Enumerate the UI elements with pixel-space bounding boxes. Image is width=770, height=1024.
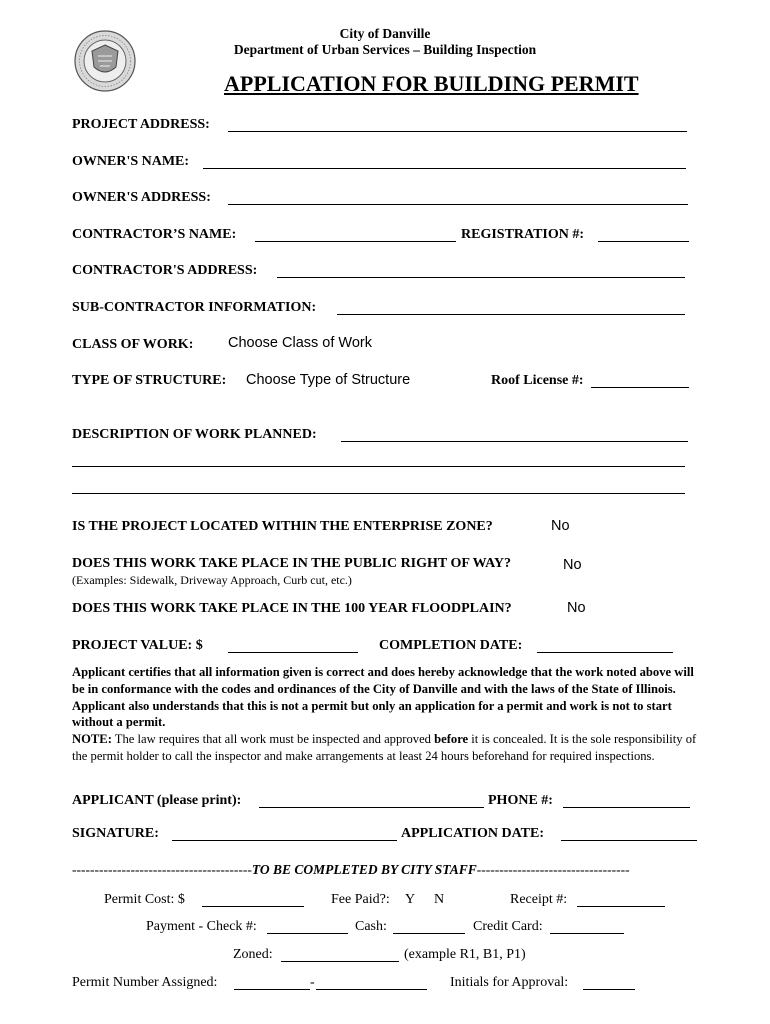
owners-name-field[interactable] [203, 168, 686, 169]
project-value-label: PROJECT VALUE: $ [72, 638, 203, 653]
note-text-1: The law requires that all work must be inspected and approved [111, 732, 435, 747]
registration-label: REGISTRATION #: [461, 227, 585, 242]
phone-label: PHONE #: [488, 793, 553, 808]
permit-cost-label: Permit Cost: $ [104, 892, 185, 907]
description-field-line-3[interactable] [72, 493, 685, 494]
contractors-address-field[interactable] [277, 277, 685, 278]
type-of-structure-select[interactable]: Choose Type of Structure [246, 372, 411, 388]
certification-paragraph [72, 664, 698, 765]
signature-label: SIGNATURE: [72, 826, 159, 841]
cash-field[interactable] [393, 933, 465, 934]
fee-paid-label: Fee Paid?: [331, 892, 390, 907]
staff-section-divider [72, 862, 630, 878]
completion-date-field[interactable] [537, 652, 673, 653]
description-label: DESCRIPTION OF WORK PLANNED: [72, 427, 317, 442]
receipt-field[interactable] [577, 906, 665, 907]
permit-number-dash: - [310, 975, 315, 990]
page-title: APPLICATION FOR BUILDING PERMIT [224, 71, 639, 96]
staff-divider-left: ---------------------------------------- [72, 862, 252, 877]
application-date-field[interactable] [561, 840, 697, 841]
staff-divider-right: ---------------------------------- [476, 862, 630, 877]
initials-field[interactable] [583, 989, 635, 990]
fee-paid-yes[interactable]: Y [405, 892, 416, 907]
receipt-label: Receipt #: [510, 892, 568, 907]
note-text-2: it is concealed. It is the sole responsibility of the permit holder to call the inspector and make arrangements at least 24 hours beforehand for required inspections. [72, 732, 697, 763]
payment-check-label: Payment - Check #: [146, 919, 257, 934]
credit-card-label: Credit Card: [473, 919, 543, 934]
roof-license-label: Roof License #: [491, 373, 584, 388]
note-before: before [434, 732, 469, 747]
owners-address-label: OWNER'S ADDRESS: [72, 190, 211, 205]
project-address-field[interactable] [228, 131, 687, 132]
zoned-label: Zoned: [233, 947, 273, 962]
permit-cost-field[interactable] [202, 906, 304, 907]
note-label: NOTE: [72, 732, 112, 747]
certification-text: Applicant certifies that all information given is correct and does hereby acknowledge that the work noted above will be in conformance with the codes and ordinances of the City of Danville and with the laws of the State of Illinois. Applicant also understands that this is not a permit but only an application for a permit and work is not to start without a permit. [72, 665, 694, 730]
completion-date-label: COMPLETION DATE: [379, 638, 523, 653]
project-value-field[interactable] [228, 652, 358, 653]
project-address-label: PROJECT ADDRESS: [72, 117, 210, 132]
permit-number-field-1[interactable] [234, 989, 310, 990]
city-name: City of Danville [339, 26, 431, 41]
permit-number-field-2[interactable] [316, 989, 427, 990]
owners-address-field[interactable] [228, 204, 688, 205]
public-row-question: DOES THIS WORK TAKE PLACE IN THE PUBLIC RIGHT OF WAY? [72, 556, 512, 571]
payment-check-field[interactable] [267, 933, 348, 934]
phone-field[interactable] [563, 807, 690, 808]
subcontractor-label: SUB-CONTRACTOR INFORMATION: [72, 300, 317, 315]
type-of-structure-label: TYPE OF STRUCTURE: [72, 373, 227, 388]
public-row-select[interactable]: No [563, 557, 582, 573]
enterprise-zone-select[interactable]: No [551, 518, 570, 534]
subcontractor-field[interactable] [337, 314, 685, 315]
class-of-work-label: CLASS OF WORK: [72, 337, 194, 352]
application-date-label: APPLICATION DATE: [401, 826, 544, 841]
roof-license-field[interactable] [591, 387, 689, 388]
floodplain-question: DOES THIS WORK TAKE PLACE IN THE 100 YEAR FLOODPLAIN? [72, 601, 512, 616]
staff-section-heading: TO BE COMPLETED BY CITY STAFF [251, 862, 477, 877]
permit-number-label: Permit Number Assigned: [72, 975, 218, 990]
floodplain-select[interactable]: No [567, 600, 586, 616]
contractors-name-field[interactable] [255, 241, 456, 242]
description-field-line-2[interactable] [72, 466, 685, 467]
owners-name-label: OWNER'S NAME: [72, 154, 190, 169]
class-of-work-select[interactable]: Choose Class of Work [228, 335, 372, 351]
description-field-line-1[interactable] [341, 441, 688, 442]
zoned-example: (example R1, B1, P1) [404, 947, 526, 962]
registration-field[interactable] [598, 241, 689, 242]
contractors-address-label: CONTRACTOR'S ADDRESS: [72, 263, 258, 278]
note-paragraph [72, 731, 698, 765]
initials-label: Initials for Approval: [450, 975, 569, 990]
cash-label: Cash: [355, 919, 387, 934]
contractors-name-label: CONTRACTOR’S NAME: [72, 227, 237, 242]
applicant-print-label: APPLICANT (please print): [72, 793, 242, 808]
public-row-examples: (Examples: Sidewalk, Driveway Approach, Curb cut, etc.) [72, 573, 352, 587]
applicant-print-field[interactable] [259, 807, 484, 808]
fee-paid-no[interactable]: N [434, 892, 445, 907]
credit-card-field[interactable] [550, 933, 624, 934]
signature-field[interactable] [172, 840, 397, 841]
enterprise-zone-question: IS THE PROJECT LOCATED WITHIN THE ENTERPRISE ZONE? [72, 519, 493, 534]
department-name: Department of Urban Services – Building Inspection [233, 42, 537, 57]
zoned-field[interactable] [281, 961, 399, 962]
